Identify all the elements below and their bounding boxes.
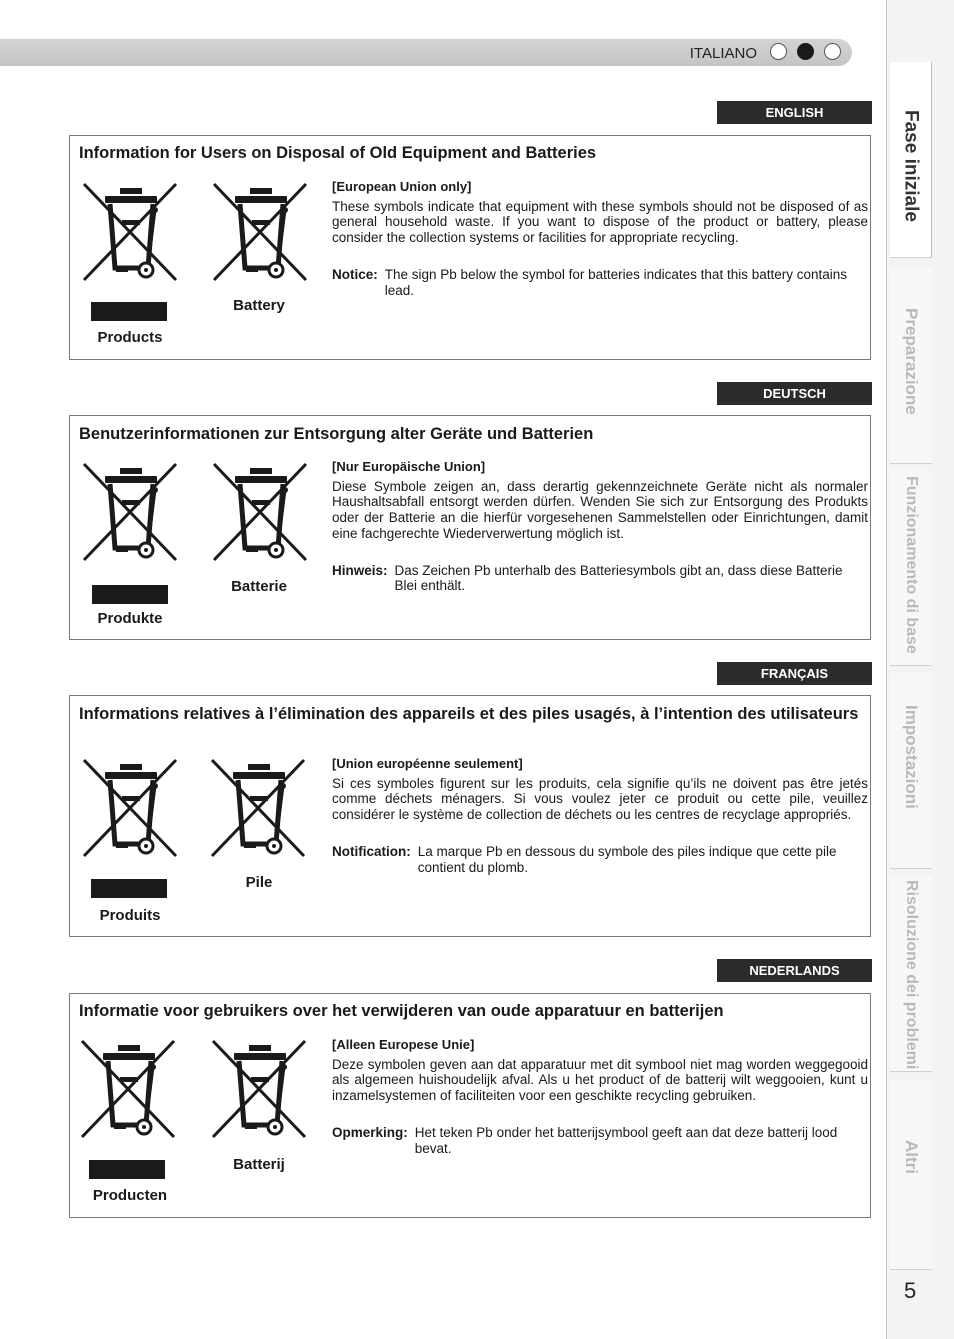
products-caption: Produits — [99, 907, 161, 924]
battery-caption: Battery — [233, 297, 285, 314]
note-text: La marque Pb en dessous du symbole des piles indique que cette pile contient du plomb. — [417, 843, 837, 875]
section-text — [332, 756, 868, 875]
page-indicator-dot-active — [797, 43, 814, 60]
products-black-bar — [91, 302, 167, 321]
disposal-info-box-francais — [69, 695, 871, 937]
products-caption: Producten — [92, 1187, 168, 1204]
note-label: Hinweis: — [332, 562, 388, 578]
disposal-info-box-deutsch — [69, 415, 871, 640]
sidebar-tab-label: Fase iniziale — [900, 110, 922, 222]
note-label: Notification: — [332, 843, 411, 859]
sidebar-tab-risoluzione[interactable] — [890, 876, 932, 1072]
body-paragraph: Si ces symboles figurent sur les produits, cela signifie qu’ils ne doivent pas être jetés comme déchets ménagers. Si vous voulez jeter ce produit ou cette pile, veuillez considérer le système de collection de déchets ou les centres de recyclage appropriés. — [332, 775, 868, 823]
section-language-label: DEUTSCH — [717, 382, 872, 405]
sidebar-tab-label: Altri — [902, 1140, 921, 1174]
sidebar-tab-label: Impostazioni — [902, 705, 921, 809]
crossed-bin-battery-icon — [209, 1037, 309, 1141]
disposal-info-box-nederlands — [69, 993, 871, 1218]
battery-caption: Batterij — [233, 1156, 285, 1173]
battery-caption: Batterie — [231, 578, 287, 595]
products-black-bar — [92, 585, 168, 604]
page-indicator-dot — [824, 43, 841, 60]
page-indicator-dot — [770, 43, 787, 60]
section-text — [332, 179, 868, 298]
header-language: ITALIANO — [689, 45, 757, 62]
sidebar-tab-label: Risoluzione dei problemi — [903, 880, 920, 1070]
crossed-bin-products-icon — [80, 756, 180, 860]
sidebar-tab-altri[interactable] — [890, 1080, 932, 1270]
products-black-bar — [89, 1160, 165, 1179]
sidebar-tab-label: Preparazione — [902, 308, 921, 415]
body-paragraph: Deze symbolen geven aan dat apparatuur met dit symbool niet mag worden weggegooid als algemeen huishoudelijk afval. Als u het product of de batterij wilt weggooien, kunt u inzamelsystemen of faciliteiten voor een geschikte recycling gebruiken. — [332, 1056, 868, 1104]
sidebar-tab-preparazione[interactable] — [890, 268, 932, 464]
section-text — [332, 459, 868, 594]
crossed-bin-products-icon — [80, 180, 180, 284]
region-heading: [European Union only] — [332, 179, 472, 194]
note — [332, 563, 868, 594]
note-text: Het teken Pb onder het batterijsymbool geeft aan dat deze batterij lood bevat. — [414, 1124, 838, 1156]
section-language-label: FRANÇAIS — [717, 662, 872, 685]
products-caption: Produkte — [97, 610, 163, 627]
sidebar-tab-impostazioni[interactable] — [890, 673, 932, 869]
section-title: Informations relatives à l’élimination des appareils et des piles usagés, à l’intention des utilisateurs — [79, 705, 859, 723]
crossed-bin-battery-icon — [208, 756, 308, 860]
header-bar — [0, 39, 852, 66]
sidebar-tab-funzionamento[interactable] — [890, 470, 932, 666]
section-title: Benutzerinformationen zur Entsorgung alter Geräte und Batterien — [79, 425, 594, 443]
crossed-bin-battery-icon — [210, 180, 310, 284]
sidebar-tab-fase-iniziale[interactable] — [890, 62, 932, 258]
region-heading: [Nur Europäische Union] — [332, 459, 486, 474]
note-label: Notice: — [332, 266, 378, 282]
section-language-label: ENGLISH — [717, 101, 872, 124]
section-language-label: NEDERLANDS — [717, 959, 872, 982]
crossed-bin-products-icon — [80, 460, 180, 564]
products-black-bar — [91, 879, 167, 898]
body-paragraph: Diese Symbole zeigen an, dass derartig gekennzeichnete Geräte nicht als normaler Haushaltsabfall entsorgt werden dürfen. Wenden Sie sich zur Entsorgung des Produkts oder der Batterie an die hierfür vorgesehenen Sammelstellen oder Einrichtungen, damit eine fachgerechte Wiederverwertung möglich ist. — [332, 478, 868, 541]
note-text: The sign Pb below the symbol for batteries indicates that this battery contains lead. — [384, 266, 848, 298]
crossed-bin-products-icon — [78, 1037, 178, 1141]
crossed-bin-battery-icon — [210, 460, 310, 564]
sidebar-tab-label: Funzionamento di base — [903, 476, 920, 654]
disposal-info-box-english — [69, 135, 871, 360]
note-text: Das Zeichen Pb unterhalb des Batteriesymbols gibt an, dass diese Batterie Blei enthält. — [394, 562, 843, 594]
section-title: Information for Users on Disposal of Old Equipment and Batteries — [79, 144, 597, 162]
note — [332, 844, 868, 875]
products-caption: Products — [97, 329, 163, 346]
note — [332, 267, 868, 298]
body-paragraph: These symbols indicate that equipment with these symbols should not be disposed of as general household waste. If you want to dispose of the product or battery, please consider the collection systems or facilities for appropriate recycling. — [332, 198, 868, 246]
battery-caption: Pile — [245, 874, 273, 891]
page-number: 5 — [904, 1278, 917, 1303]
section-text — [332, 1037, 868, 1156]
section-title: Informatie voor gebruikers over het verwijderen van oude apparatuur en batterijen — [79, 1002, 724, 1020]
note — [332, 1125, 868, 1156]
region-heading: [Alleen Europese Unie] — [332, 1037, 475, 1052]
note-label: Opmerking: — [332, 1124, 408, 1140]
region-heading: [Union européenne seulement] — [332, 756, 523, 771]
